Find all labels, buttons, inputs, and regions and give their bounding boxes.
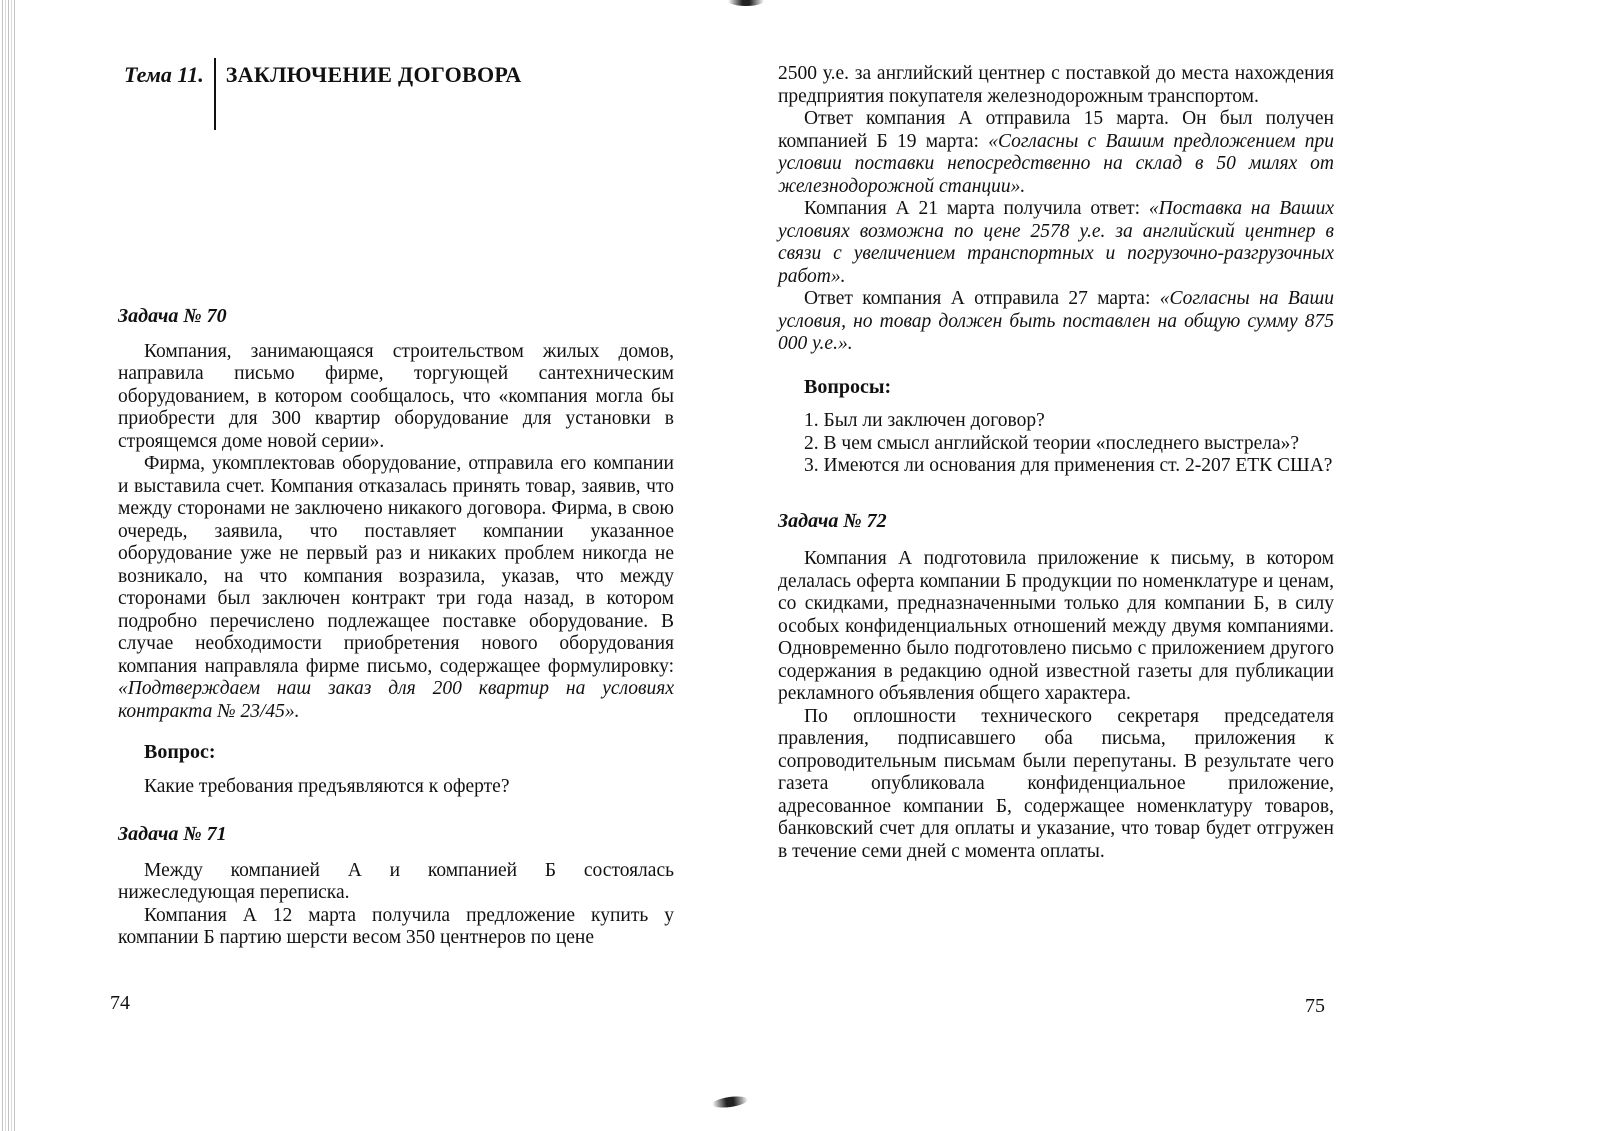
task-70-question-heading: Вопрос:	[144, 741, 216, 763]
theme-divider	[214, 58, 216, 130]
task-71-paragraph-2: Компания А 12 марта получила предложение купить у компании Б партию шерсти весом 350 центнеров по цене	[118, 904, 674, 948]
theme-header	[124, 58, 522, 130]
task-71-heading: Задача № 71	[118, 823, 227, 845]
task-70-quote: «Подтверждаем наш заказ для 200 квартир на условиях контракта № 23/45».	[118, 678, 674, 722]
task-70-question: Какие требования предъявляются к оферте?	[144, 775, 510, 797]
task-71-question-2: 2. В чем смысл английской теории «последнего выстрела»?	[804, 432, 1300, 454]
scan-mark-top	[728, 0, 764, 6]
left-column	[118, 305, 674, 950]
task-71-question-1: 1. Был ли заключен договор?	[804, 410, 1045, 431]
task-71-questions-heading: Вопросы:	[804, 375, 892, 398]
page-number-right: 75	[1305, 995, 1325, 1017]
task-71-continuation-2	[778, 108, 1334, 198]
task-72-heading: Задача № 72	[778, 509, 887, 532]
scan-binding-edge	[2, 0, 16, 1131]
task-71-continuation-4-quote: «Согласны на Ваши условия, но товар должен быть поставлен на общую сумму 875 000 у.е.».	[778, 288, 1334, 354]
theme-title: ЗАКЛЮЧЕНИЕ ДОГОВОРА	[225, 62, 522, 87]
task-71-continuation-3-text: Компания А 21 марта получила ответ:	[804, 198, 1149, 219]
task-71-continuation-2-quote: «Согласны с Вашим предложением при условии поставки непосредственно на склад в 50 милях от железнодорожной станции».	[778, 130, 1334, 197]
page-number-left: 74	[110, 992, 130, 1014]
task-71-continuation-3	[778, 198, 1334, 288]
task-72-paragraph-1: Компания А подготовила приложение к письму, в котором делалась оферта компании Б продукции по номенклатуре и ценам, со скидками, предназначенными только для компании Б, в силу особых конфиденциальных отношений между двумя компаниями. Одновременно было подготовлено письмо с приложением другого содержания в редакцию одной известной газеты для публикации рекламного объявления общего характера.	[778, 548, 1334, 704]
task-71-continuation-3-quote: «Поставка на Ваших условиях возможна по цене 2578 у.е. за английский центнер в связи с увеличением транспортных и погрузочно-разгрузочных работ».	[778, 198, 1335, 287]
task-71-continuation-2-text: Ответ компания А отправила 15 марта. Он был получен компанией Б 19 марта:	[778, 108, 1334, 152]
theme-label: Тема 11.	[124, 62, 204, 87]
task-71-continuation-1: 2500 у.е. за английский центнер с поставкой до места нахождения предприятия покупателя железнодорожным транспортом.	[778, 63, 1334, 107]
right-column	[778, 63, 1334, 863]
task-71-continuation-4-text: Ответ компания А отправила 27 марта:	[804, 288, 1160, 309]
task-70-heading: Задача № 70	[118, 305, 227, 327]
task-71-continuation-4	[778, 288, 1334, 356]
task-70-paragraph-2	[118, 453, 674, 723]
task-70-paragraph-2-text: Фирма, укомплектовав оборудование, отправила его компании и выставила счет. Компания отказалась принять товар, заявив, что между сторонами не заключено никакого договора. Фирма, в свою очередь, заявила, что поставляет компании указанное оборудование уже не первый раз и никаких проблем никогда не возникало, на что компания возразила, указав, что между сторонами был заключен контракт три года назад, в котором подробно перечислено подлежащее поставке оборудование. В случае необходимости приобретения нового оборудования компания направляла фирме письмо, содержащее формулировку:	[118, 453, 674, 677]
task-70-paragraph-1: Компания, занимающаяся строительством жилых домов, направила письмо фирме, торгующей сантехническим оборудованием, в котором сообщалось, что «компания могла бы приобрести для 300 квартир оборудование для установки в строящемся доме новой серии».	[118, 340, 674, 452]
task-71-paragraph-1: Между компанией А и компанией Б состоялась нижеследующая переписка.	[118, 859, 674, 903]
task-71-question-3: 3. Имеются ли основания для применения ст. 2-207 ЕТК США?	[804, 455, 1333, 476]
task-72-paragraph-2: По оплошности технического секретаря председателя правления, подписавшего оба письма, приложения к сопроводительным письмам были перепутаны. В результате чего газета опубликовала конфиденциальное приложение, адресованное компании Б, содержащее номенклатуру товаров, банковский счет для оплаты и указание, что товар будет отгружен в течение семи дней с момента оплаты.	[778, 705, 1334, 862]
